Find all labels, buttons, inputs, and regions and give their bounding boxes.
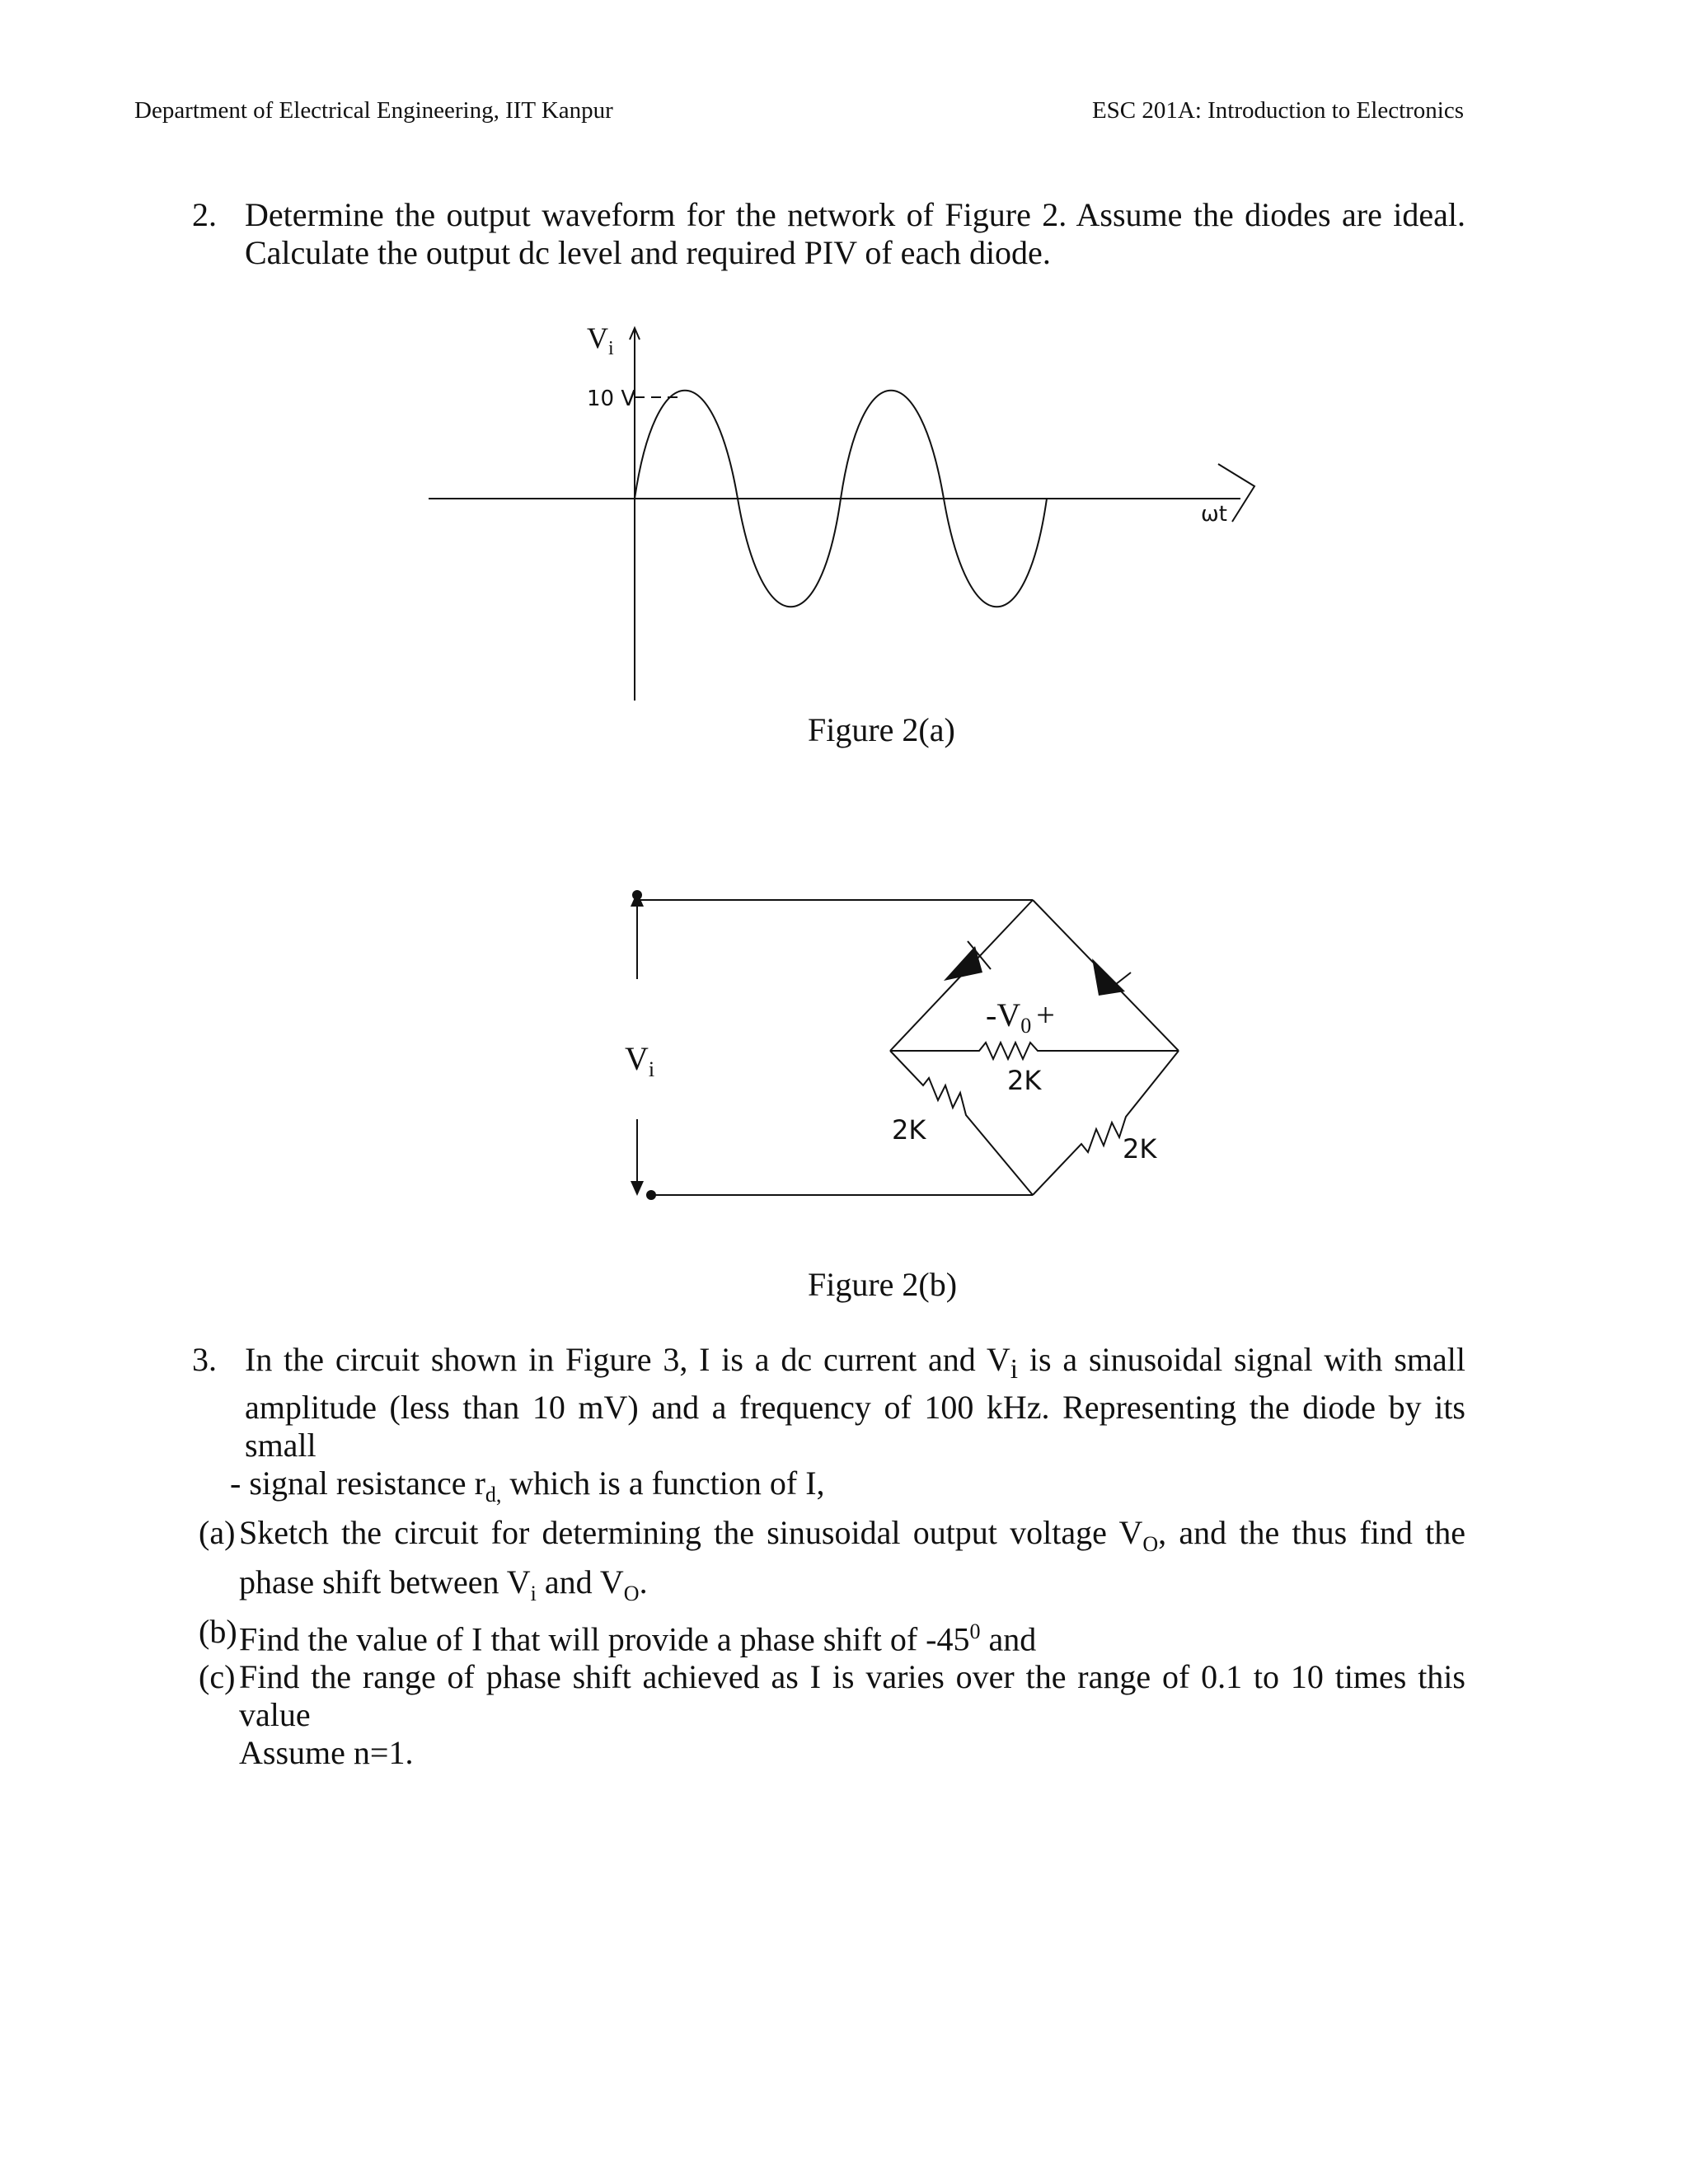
question-text-line: Determine the output waveform for the network of Figure 2. Assume the diodes are ideal. xyxy=(245,196,1465,233)
resistor-right xyxy=(1033,1051,1179,1195)
input-terminal-top xyxy=(632,890,642,900)
subpart-a: (a) Sketch the circuit for determining the sinusoidal output voltage $V_O$, and the thus find the phase shift between $V_i$ and $V_O$. xyxy=(199,1514,1465,1605)
resistor-middle-label: 2K xyxy=(1007,1065,1042,1096)
figure-2b-caption: Figure 2(b) xyxy=(808,1266,958,1303)
question-text-line: Calculate the output dc level and required PIV of each diode. xyxy=(245,234,1051,271)
input-arrowhead-down xyxy=(631,1181,644,1196)
input-terminal-bottom xyxy=(646,1190,656,1200)
question-text-line: amplitude (less than 10 mV) and a frequency of 100 kHz. Representing the diode by its small xyxy=(245,1389,1465,1464)
resistor-middle xyxy=(890,1043,1179,1059)
x-axis-label: ωt xyxy=(1201,502,1227,527)
amplitude-label: 10 V xyxy=(587,387,636,411)
input-voltage-label: $V_i$ xyxy=(625,1040,655,1081)
y-axis-label: $V_i$ xyxy=(587,321,614,359)
figure-2a-caption: Figure 2(a) xyxy=(808,711,955,748)
question-number: 2. xyxy=(192,196,217,233)
question-2 xyxy=(192,196,1465,272)
question-3 xyxy=(192,1341,1465,1772)
header-course: ESC 201A: Introduction to Electronics xyxy=(1091,97,1464,124)
figure-2b-circuit xyxy=(0,882,1688,1261)
output-voltage-label: $-V_0$ + xyxy=(986,996,1055,1038)
question-number: 3. xyxy=(192,1341,217,1378)
question-text-line: In the circuit shown in Figure 3, I is a dc current and $V_i$ is a sinusoidal signal with small xyxy=(245,1341,1466,1385)
header-department: Department of Electrical Engineering, IIT Kanpur xyxy=(134,97,613,124)
subpart-c: (c) Find the range of phase shift achieved as I is varies over the range of 0.1 to 10 times this value Assume n=1. xyxy=(199,1658,1465,1772)
resistor-left-label: 2K xyxy=(892,1114,926,1146)
question-text-line: - signal resistance $r_{d,}$ which is a function of I, xyxy=(230,1465,825,1507)
assumption-note: Assume n=1. xyxy=(239,1734,414,1772)
resistor-right-label: 2K xyxy=(1123,1133,1157,1165)
subpart-b: (b) Find the value of I that will provide a phase shift of $-45^0$ and xyxy=(199,1613,1037,1658)
